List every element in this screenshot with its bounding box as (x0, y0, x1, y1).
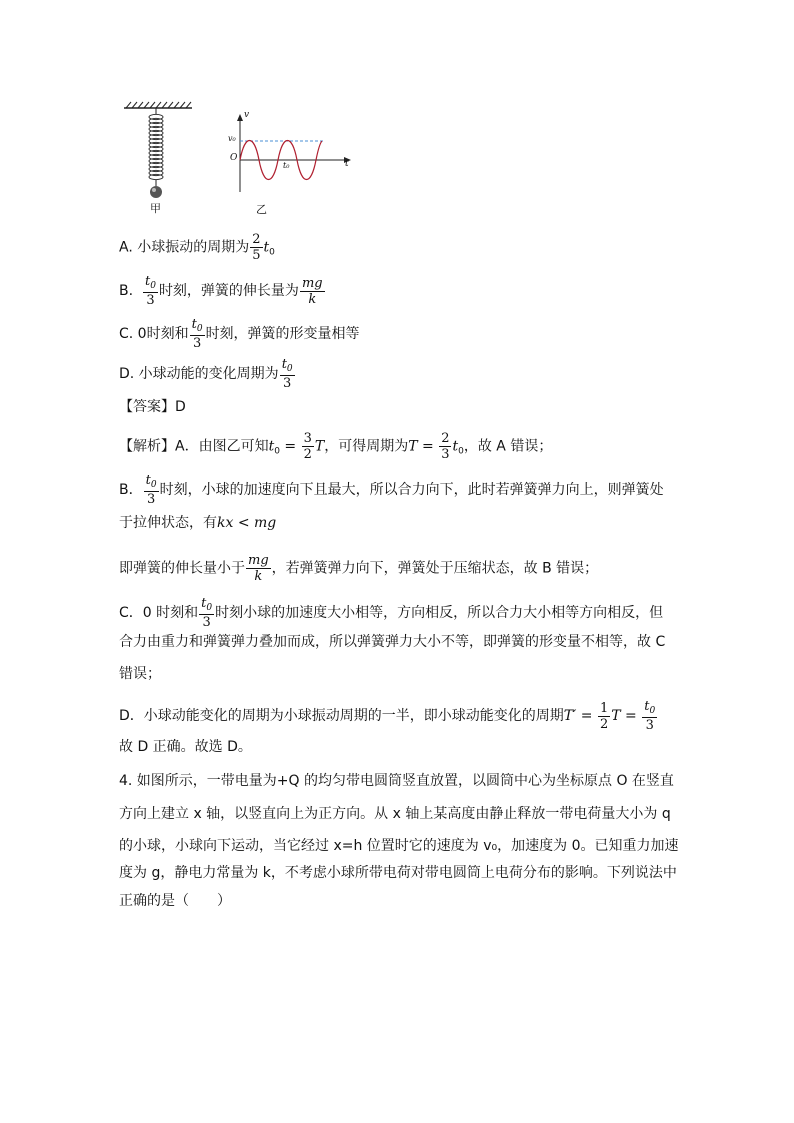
v0-label: v₀ (228, 134, 236, 143)
option-b: B. $\frac{t_0}{3}$ 时刻，弹簧的伸长量为 $\frac{mg}{k}$ (119, 274, 323, 308)
v-axis-label: v (244, 110, 250, 120)
origin-label: O (230, 153, 238, 163)
analysis-d: D．小球动能变化的周期为小球振动周期的一半，即小球动能变化的周期T′ = $\frac{1}{2}$ T = $\frac{t_0}{3}$ (119, 699, 656, 733)
answer: 【答案】D (119, 399, 186, 415)
analysis-conclusion: 故 D 正确。故选 D。 (119, 739, 252, 755)
option-a: A. 小球振动的周期为 $\frac{2}{5}$ $t_0$ (119, 232, 275, 263)
question4-line1: 4. 如图所示，一带电量为+Q 的均匀带电圆筒竖直放置，以圆筒中心为坐标原点 O 在竖直 (119, 773, 674, 789)
t-axis-label: t (345, 159, 349, 169)
question4-line3: 的小球，小球向下运动，当它经过 x=h 位置时它的速度为 v₀，加速度为 0。已知重力加速 (119, 838, 679, 854)
t0-label: t₀ (283, 161, 290, 170)
figure-right-label: 乙 (256, 203, 267, 216)
question4-line4: 度为 g，静电力常量为 k，不考虑小球所带电荷对带电圆筒上电荷分布的影响。下列说法中 (119, 865, 677, 881)
analysis-c: C．0 时刻和 $\frac{t_0}{3}$ 时刻小球的加速度大小相等，方向相反，所以合力大小相等方向相反，但 (119, 596, 664, 630)
analysis-b-line2: 于拉伸状态，有kx < mg (119, 515, 277, 531)
figure-left-label: 甲 (150, 202, 161, 215)
analysis-b: B． $\frac{t_0}{3}$ 时刻，小球的加速度向下且最大，所以合力向下，此时若弹簧弹力向上，则弹簧处 (119, 473, 664, 507)
option-d: D. 小球动能的变化周期为 $\frac{t_0}{3}$ (119, 357, 293, 391)
analysis-c-line3: 错误； (119, 666, 161, 682)
option-c: C. 0时刻和 $\frac{t_0}{3}$ 时刻，弹簧的形变量相等 (119, 317, 360, 351)
analysis-b-line3: 即弹簧的伸长量小于 $\frac{mg}{k}$ ，若弹簧弹力向下，弹簧处于压缩状态，故 B 错误； (119, 553, 599, 584)
analysis-c-line2: 合力由重力和弹簧弹力叠加而成，所以弹簧弹力大小不等，即弹簧的形变量不相等，故 C (119, 634, 666, 650)
question4-line5: 正确的是（ ） (119, 893, 231, 909)
analysis-a: 【解析】A．由图乙可知$t_0$ = $\frac{3}{2}$ T，可得周期为T = $\frac{2}{3}$ $t_0$，故 A 错误； (119, 431, 553, 462)
question4-line2: 方向上建立 x 轴，以竖直向上为正方向。从 x 轴上某高度由静止释放一带电荷量大小为 q (119, 806, 671, 822)
vt-graph (224, 112, 354, 194)
